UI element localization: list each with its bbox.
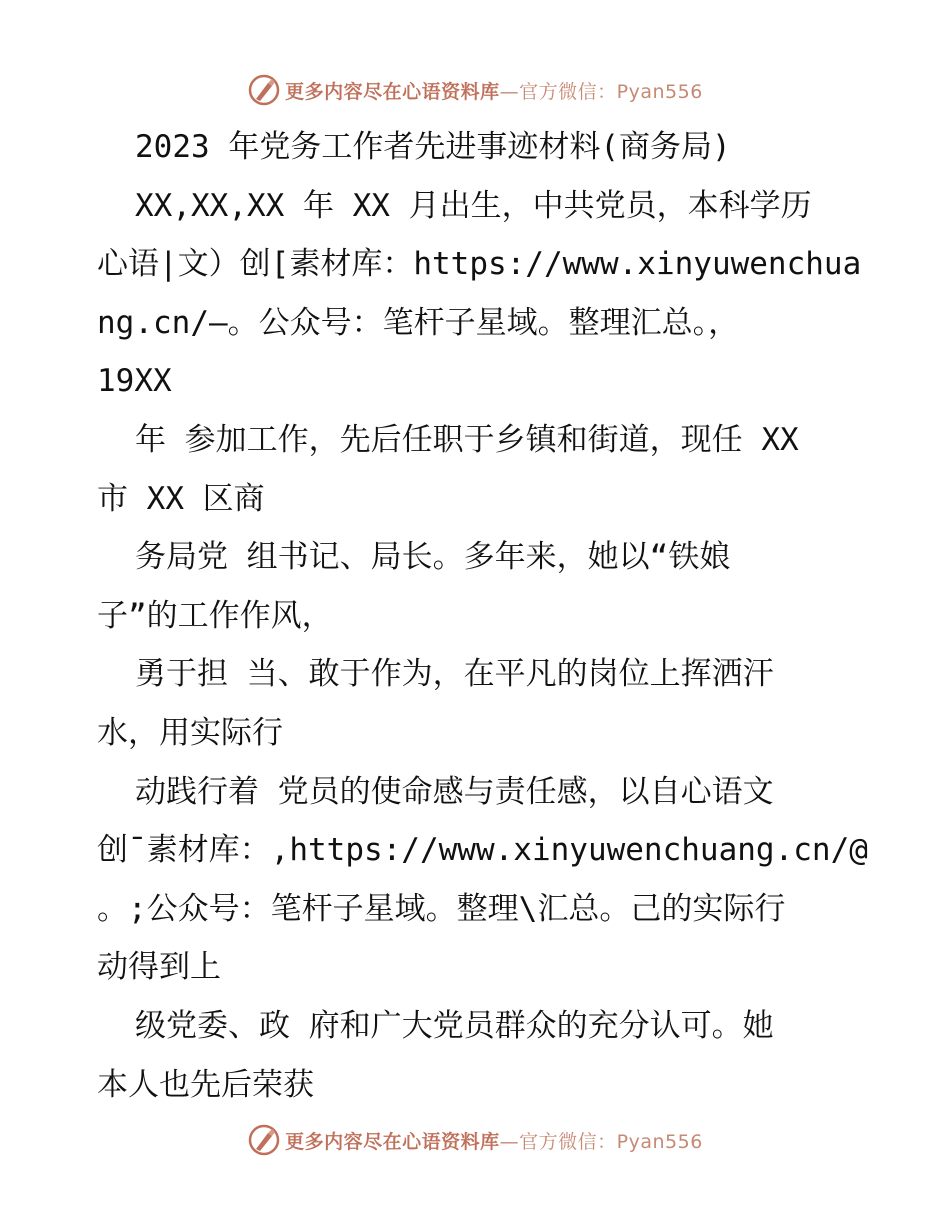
- text-line: 本人也先后荣获: [97, 1066, 314, 1103]
- text-line: 年 参加工作，先后任职于乡镇和街道，现任 XX: [135, 421, 799, 458]
- text-line: 动得到上: [97, 949, 221, 986]
- text-line: 创¯素材库：,https://www.xinyuwenchuang.cn/@: [97, 832, 868, 869]
- text-line: ng.cn/—。公众号：笔杆子星域。整理汇总。，: [97, 304, 740, 341]
- watermark-official-text: —官方微信：Pyan556: [499, 1130, 703, 1153]
- watermark-official-text: —官方微信：Pyan556: [499, 80, 703, 103]
- text-line: 19XX: [97, 363, 172, 400]
- text-line: 。;公众号：笔杆子星域。整理\汇总。己的实际行: [97, 890, 786, 927]
- text-line: 水，用实际行: [97, 714, 283, 751]
- text-line: 2023 年党务工作者先进事迹材料(商务局): [135, 129, 731, 165]
- watermark-main-text: 更多内容尽在心语资料库: [285, 80, 500, 103]
- pen-nib-circle-icon: [247, 1123, 281, 1157]
- text-line: XX,XX,XX 年 XX 月出生，中共党员，本科学历: [135, 187, 812, 224]
- text-line: 动践行着 党员的使命感与责任感，以自心语文: [135, 773, 774, 810]
- footer-watermark: [0, 1120, 950, 1160]
- text-line: 心语|文）创[素材库：https://www.xinyuwenchua: [97, 246, 862, 283]
- document-body: [97, 118, 868, 1114]
- pen-nib-circle-icon: [247, 73, 281, 107]
- watermark-main-text: 更多内容尽在心语资料库: [285, 1130, 500, 1153]
- text-line: 级党委、政 府和广大党员群众的充分认可。她: [135, 1007, 774, 1044]
- text-line: 务局党 组书记、局长。多年来，她以“铁娘: [135, 539, 731, 576]
- text-line: 勇于担 当、敢于作为，在平凡的岗位上挥洒汗: [135, 656, 774, 693]
- text-line: 子”的工作作风，: [97, 597, 333, 634]
- header-watermark: [0, 70, 950, 110]
- text-line: 市 XX 区商: [97, 480, 265, 517]
